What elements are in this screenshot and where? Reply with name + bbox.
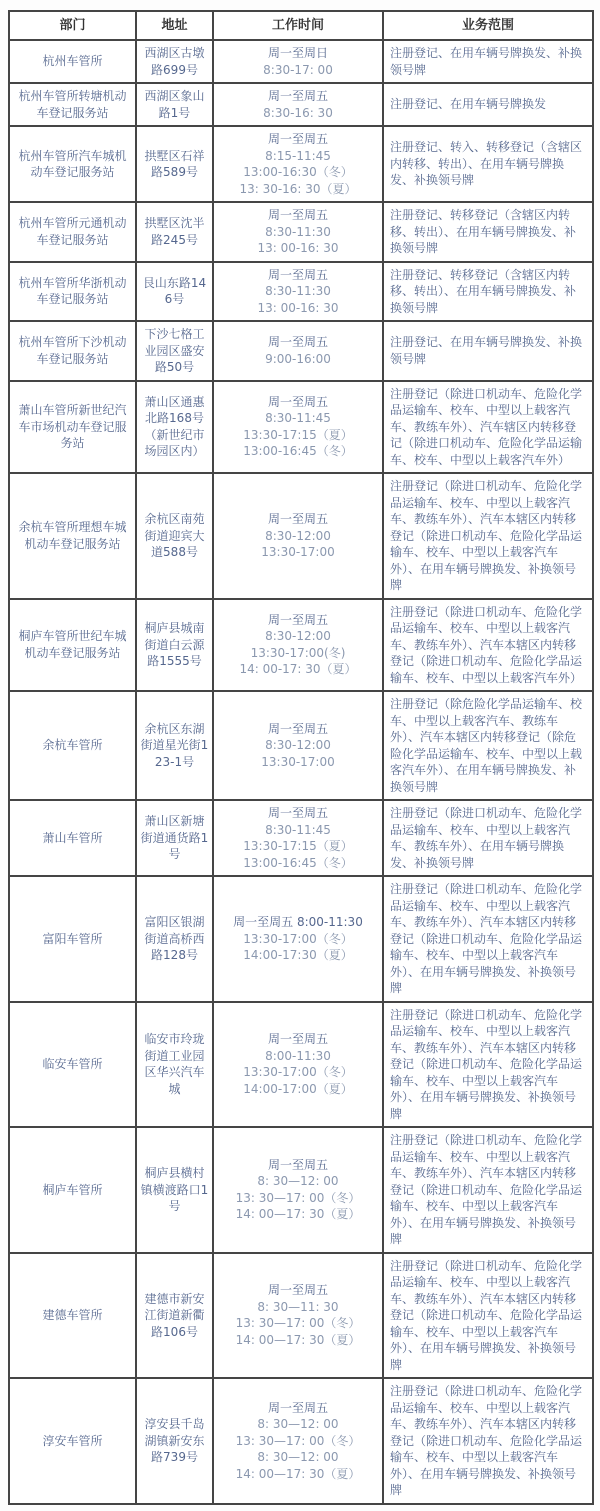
hours-line: 13:30-17:00（冬）	[243, 1065, 353, 1080]
hours-line: 14: 00-17: 30（夏）	[239, 662, 357, 677]
dept-cell: 杭州车管所下沙机动车登记服务站	[9, 321, 136, 381]
header-dept: 部门	[9, 11, 136, 40]
hours-line: 13:30-17:15（夏）	[243, 427, 353, 442]
dept-cell: 杭州车管所汽车城机动车登记服务站	[9, 126, 136, 202]
dept-cell: 淳安车管所	[9, 1378, 136, 1504]
hours-line: 13:00-16:45（冬）	[243, 444, 353, 459]
hours-line: 14:00-17:00（夏）	[243, 1081, 353, 1096]
address-cell: 余杭区东湖街道星光街123-1号	[136, 691, 213, 800]
hours-cell	[213, 262, 383, 322]
hours-line: 13:00-16:45（冬）	[243, 855, 353, 870]
hours-line: 14:00-17:30（夏）	[243, 948, 353, 962]
scope-cell: 注册登记（除进口机动车、危险化学品运输车、校车、中型以上载客汽车、教练车外）、汽车本辖区内转移登记（除进口机动车、危险化学品运输车、校车、中型以上载客汽车外）、在用车辆号牌换发、补换领号牌	[383, 1127, 593, 1253]
table-row	[9, 1253, 593, 1379]
hours-line: 13: 00-16: 30	[257, 241, 339, 255]
address-cell: 桐庐县城南街道白云源路1555号	[136, 599, 213, 692]
dept-cell: 萧山车管所	[9, 800, 136, 876]
dept-cell: 余杭车管所理想车城机动车登记服务站	[9, 473, 136, 599]
scope-cell: 注册登记（除进口机动车、危险化学品运输车、校车、中型以上载客汽车、教练车外）、汽车本辖区内转移登记（除进口机动车、危险化学品运输车、校车、中型以上载客汽车外）、在用车辆号牌换发、补换领号牌	[383, 1253, 593, 1379]
hours-line: 周一至周五	[267, 612, 328, 627]
hours-line: 8: 30—12: 00	[257, 1450, 339, 1464]
address-cell: 淳安县千岛湖镇新安东路739号	[136, 1378, 213, 1504]
hours-line: 8:30-12:00	[265, 629, 331, 644]
scope-cell: 注册登记、在用车辆号牌换发	[383, 83, 593, 126]
hours-line: 8: 30—12: 00	[257, 1417, 339, 1431]
hours-line: 周一至周五	[267, 806, 328, 820]
scope-cell: 注册登记（除进口机动车、危险化学品运输车、校车、中型以上载客汽车、教练车外）、汽车本辖区内转移登记（除进口机动车、危险化学品运输车、校车、中型以上载客汽车外）	[383, 599, 593, 692]
hours-line: 14: 00—17: 30（夏）	[235, 1207, 361, 1222]
hours-line: 13: 30—17: 00（冬）	[235, 1316, 361, 1331]
table-row	[9, 381, 593, 474]
hours-line: 8:00-11:30	[265, 1048, 331, 1063]
dept-cell: 临安车管所	[9, 1002, 136, 1128]
hours-line: 13:30-17:00(冬)	[250, 645, 346, 660]
dept-cell: 萧山车管所新世纪汽车市场机动车登记服务站	[9, 381, 136, 474]
hours-line: 14: 00—17: 30（夏）	[235, 1466, 361, 1481]
hours-cell	[213, 1253, 383, 1379]
header-row	[9, 11, 593, 40]
scope-cell: 注册登记、转入、转移登记（含辖区内转移、转出）、在用车辆号牌换发、补换领号牌	[383, 126, 593, 202]
hours-line: 周一至周五	[267, 89, 328, 103]
hours-line: 8: 30—11: 30	[257, 1299, 339, 1314]
address-cell: 下沙七格工业园区盛安路50号	[136, 321, 213, 381]
hours-line: 8:30-12:00	[265, 738, 331, 753]
scope-cell: 注册登记、转移登记（含辖区内转移、转出）、在用车辆号牌换发、补换领号牌	[383, 202, 593, 262]
hours-cell	[213, 40, 383, 83]
hours-line: 13: 30—17: 00（冬）	[235, 1433, 361, 1448]
hours-line: 周一至周五	[267, 394, 328, 409]
hours-line: 14: 00—17: 30（夏）	[235, 1332, 361, 1347]
table-row	[9, 83, 593, 126]
scope-cell: 注册登记（除进口机动车、危险化学品运输车、校车、中型以上载客汽车、教练车外）、汽车本辖区内转移登记（除进口机动车、危险化学品运输车、校车、中型以上载客汽车外）、在用车辆号牌换发、补换领号牌	[383, 1378, 593, 1504]
hours-line: 8:30-16: 30	[263, 105, 333, 120]
address-cell: 余杭区南苑街道迎宾大道588号	[136, 473, 213, 599]
scope-cell: 注册登记（除进口机动车、危险化学品运输车、校车、中型以上载客汽车、教练车外）、汽车辖区内转移登记（除进口机动车、危险化学品运输车、校车、中型以上载客汽车外）	[383, 381, 593, 474]
hours-line: 周一至周五	[267, 208, 328, 222]
hours-line: 周一至周五	[267, 1283, 328, 1298]
table-row	[9, 876, 593, 1002]
hours-cell	[213, 876, 383, 1002]
dept-cell: 杭州车管所华浙机动车登记服务站	[9, 262, 136, 322]
hours-cell	[213, 202, 383, 262]
address-cell: 西湖区象山路1号	[136, 83, 213, 126]
dept-cell: 建德车管所	[9, 1253, 136, 1379]
offices-table	[8, 10, 594, 1505]
table-row	[9, 1002, 593, 1128]
dept-cell: 桐庐车管所	[9, 1127, 136, 1253]
scope-cell: 注册登记（除危险化学品运输车、校车、中型以上载客汽车、教练车外）、汽车本辖区内转移登记（除危险化学品运输车、校车、中型以上载客汽车外）、在用车辆号牌换发、补换领号牌	[383, 691, 593, 800]
table-row	[9, 1378, 593, 1504]
dept-cell: 桐庐车管所世纪车城机动车登记服务站	[9, 599, 136, 692]
address-cell: 拱墅区沈半路245号	[136, 202, 213, 262]
table-row	[9, 202, 593, 262]
hours-cell	[213, 691, 383, 800]
scope-cell: 注册登记（除进口机动车、危险化学品运输车、校车、中型以上载客汽车、教练车外）、汽车本辖区内转移登记（除进口机动车、危险化学品运输车、校车、中型以上载客汽车外）、在用车辆号牌换发、补换领号牌	[383, 1002, 593, 1128]
hours-cell	[213, 1002, 383, 1128]
hours-line: 8:30-12:00	[265, 528, 331, 543]
table-row	[9, 262, 593, 322]
dept-cell: 杭州车管所	[9, 40, 136, 83]
scope-cell: 注册登记、在用车辆号牌换发、补换领号牌	[383, 40, 593, 83]
hours-cell	[213, 321, 383, 381]
hours-line: 13:30-17:00（冬）	[243, 931, 353, 946]
header-scope: 业务范围	[383, 11, 593, 40]
table-row	[9, 599, 593, 692]
hours-line: 周一至周五	[267, 512, 328, 526]
hours-line: 13: 30—17: 00（冬）	[235, 1190, 361, 1205]
header-address: 地址	[136, 11, 213, 40]
hours-cell	[213, 83, 383, 126]
hours-line: 8:30-11:45	[265, 822, 331, 837]
hours-line: 13:30-17:15（夏）	[243, 839, 353, 853]
hours-line: 8:30-11:30	[265, 224, 331, 239]
scope-cell: 注册登记（除进口机动车、危险化学品运输车、校车、中型以上载客汽车、教练车外）、在用车辆号牌换发、补换领号牌	[383, 800, 593, 876]
hours-line: 周一至周五	[267, 132, 328, 146]
table-row	[9, 321, 593, 381]
hours-line: 周一至周五	[267, 267, 328, 282]
hours-line: 周一至周五	[267, 335, 328, 350]
address-cell: 艮山东路146号	[136, 262, 213, 322]
table-row	[9, 691, 593, 800]
header-hours: 工作时间	[213, 11, 383, 40]
hours-line: 8: 30—12: 00	[257, 1174, 339, 1189]
dept-cell: 余杭车管所	[9, 691, 136, 800]
address-cell: 临安市玲珑街道工业园区华兴汽车城	[136, 1002, 213, 1128]
hours-line: 周一至周五	[267, 1032, 328, 1047]
dept-cell: 杭州车管所元通机动车登记服务站	[9, 202, 136, 262]
hours-cell	[213, 1127, 383, 1253]
table-body	[9, 40, 593, 1504]
hours-cell	[213, 126, 383, 202]
dept-cell: 杭州车管所转塘机动车登记服务站	[9, 83, 136, 126]
scope-cell: 注册登记、在用车辆号牌换发、补换领号牌	[383, 321, 593, 381]
dept-cell: 富阳车管所	[9, 876, 136, 1002]
hours-line: 周一至周五	[267, 1400, 328, 1415]
hours-cell	[213, 381, 383, 474]
table-row	[9, 126, 593, 202]
table-row	[9, 1127, 593, 1253]
address-cell: 建德市新安江街道新衢路106号	[136, 1253, 213, 1379]
hours-line: 13: 00-16: 30	[257, 300, 339, 315]
hours-line: 8:15-11:45	[265, 148, 331, 163]
table-row	[9, 473, 593, 599]
hours-line: 13:30-17:00	[261, 545, 335, 559]
hours-line: 周一至周五	[267, 1157, 328, 1172]
address-cell: 桐庐县横村镇横渡路口1号	[136, 1127, 213, 1253]
hours-line: 13: 30-16: 30（夏）	[239, 181, 357, 196]
address-cell: 萧山区新塘街道通货路1号	[136, 800, 213, 876]
hours-line: 周一至周五	[267, 721, 328, 736]
address-cell: 拱墅区石祥路589号	[136, 126, 213, 202]
scope-cell: 注册登记（除进口机动车、危险化学品运输车、校车、中型以上载客汽车、教练车外）、汽车本辖区内转移登记（除进口机动车、危险化学品运输车、校车、中型以上载客汽车外）、在用车辆号牌换发、补换领号牌	[383, 473, 593, 599]
hours-line: 13:00-16:30（冬）	[243, 165, 353, 179]
table-row	[9, 800, 593, 876]
hours-line: 8:30-11:30	[265, 284, 331, 298]
scope-cell: 注册登记（除进口机动车、危险化学品运输车、校车、中型以上载客汽车、教练车外）、汽车本辖区内转移登记（除进口机动车、危险化学品运输车、校车、中型以上载客汽车外）、在用车辆号牌换发、补换领号牌	[383, 876, 593, 1002]
hours-cell	[213, 599, 383, 692]
address-cell: 西湖区古墩路699号	[136, 40, 213, 83]
hours-line: 周一至周日	[267, 46, 328, 60]
address-cell: 萧山区通惠北路168号（新世纪市场园区内）	[136, 381, 213, 474]
table-header	[9, 11, 593, 40]
hours-line: 13:30-17:00	[261, 754, 335, 769]
hours-cell	[213, 800, 383, 876]
hours-line: 周一至周五 8:00-11:30	[233, 915, 363, 929]
table-row	[9, 40, 593, 83]
hours-cell	[213, 1378, 383, 1504]
hours-line: 9:00-16:00	[265, 351, 331, 366]
hours-line: 8:30-11:45	[265, 411, 331, 426]
address-cell: 富阳区银湖街道高桥西路128号	[136, 876, 213, 1002]
hours-cell	[213, 473, 383, 599]
scope-cell: 注册登记、转移登记（含辖区内转移、转出）、在用车辆号牌换发、补换领号牌	[383, 262, 593, 322]
hours-line: 8:30-17: 00	[263, 62, 333, 77]
